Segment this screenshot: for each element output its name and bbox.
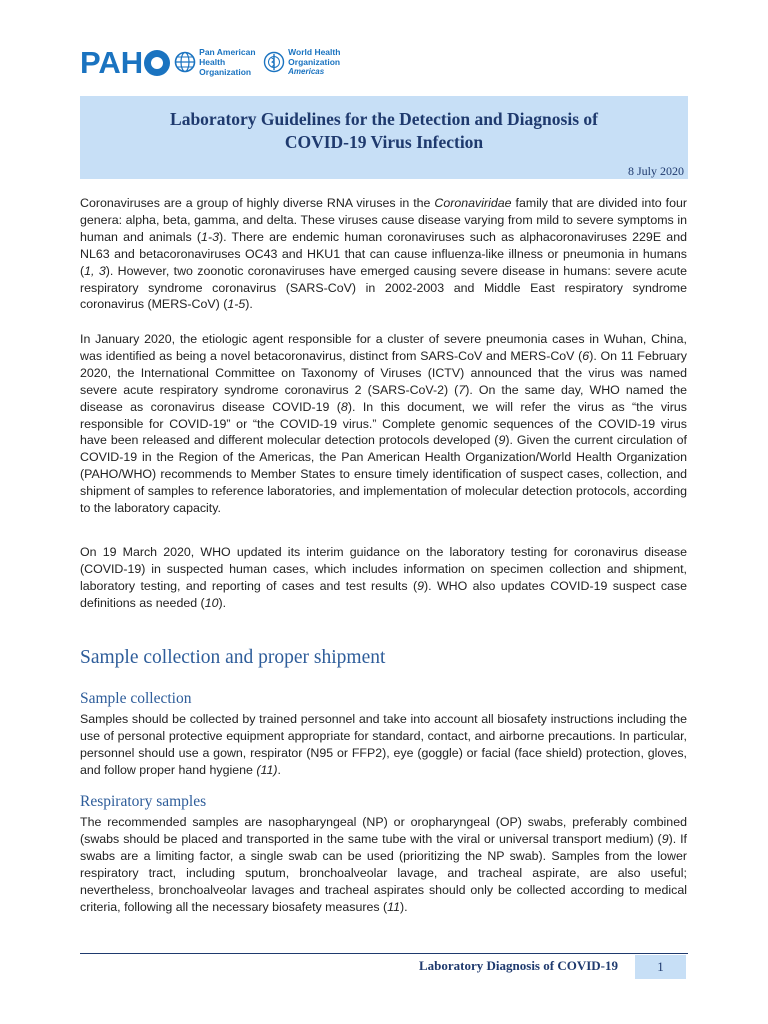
footer-rule bbox=[80, 953, 688, 954]
footer-title: Laboratory Diagnosis of COVID-19 bbox=[419, 958, 618, 973]
paho-globe-icon bbox=[174, 51, 196, 73]
paragraph-etiology: In January 2020, the etiologic agent responsible for a cluster of severe pneumonia cases in Wuhan, China, was identified as being a novel betacoronavirus, distinct from SARS-CoV and MERS-CoV (6). On 11 February 2020, the International Committee on Taxonomy of Viruses (ICTV) announced that the virus was named severe acute respiratory syndrome coronavirus 2 (SARS-CoV-2) (7). On the same day, WHO named the disease as coronavirus disease COVID-19 (8). In this document, we will refer the virus as “the virus responsible for COVID-19” or “the COVID-19 virus.” Complete genomic sequences of the COVID-19 virus have been released and different molecular detection protocols developed (9). Given the current circulation of COVID-19 in the Region of the Americas, the Pan American Health Organization/World Health Organization (PAHO/WHO) recommends to Member States to ensure timely identification of suspect cases, collection, and shipment of samples to reference laboratories, and implementation of molecular detection protocols, according to the laboratory capacity. bbox=[80, 332, 687, 516]
who-org-name: World Health Organization Americas bbox=[288, 47, 341, 76]
document-title: Laboratory Guidelines for the Detection and Diagnosis of COVID-19 Virus Infection bbox=[170, 109, 598, 152]
document-date: 8 July 2020 bbox=[627, 164, 684, 178]
date-bar bbox=[80, 161, 688, 180]
paragraph-intro: Coronaviruses are a group of highly diverse RNA viruses in the Coronaviridae family that are divided into four genera: alpha, beta, gamma, and delta. These viruses cause disease varying from mild to severe symptoms in human and animals (1-3). There are endemic human coronaviruses such as alphacoronaviruses 229E and NL63 and betacoronaviruses OC43 and HKU1 that can cause influenza-like illness or pneumonia in humans (1, 3). However, two zoonotic coronaviruses have emerged causing severe disease in humans: severe acute respiratory syndrome coronavirus (SARS-CoV) in 2002-2003 and Middle East respiratory syndrome coronavirus (MERS-CoV) (1-5). bbox=[80, 196, 687, 312]
paragraph-who-guidance: On 19 March 2020, WHO updated its interim guidance on the laboratory testing for coronavirus disease (COVID-19) in suspected human cases, which includes information on specimen collection and shipment, laboratory testing, and reporting of cases and test results (9). WHO also updates COVID-19 suspect case definitions as needed (10). bbox=[80, 545, 687, 610]
paragraph-respiratory-samples: The recommended samples are nasopharyngeal (NP) or oropharyngeal (OP) swabs, preferably combined (swabs should be placed and transported in the same tube with the viral or universal transport medium) (9). If swabs are a limiting factor, a single swab can be used (prioritizing the NP swab). Samples from the lower respiratory tract, including sputum, bronchoalveolar lavage, and tracheal aspirate, are also useful; nevertheless, bronchoalveolar lavages and tracheal aspirates should only be collected according to medical criteria, following all the necessary biosafety measures (11). bbox=[80, 815, 687, 914]
who-emblem-icon bbox=[263, 51, 285, 73]
paragraph-sample-collection: Samples should be collected by trained personnel and take into account all biosafety instructions including the use of personal protective equipment appropriate for standard, contact, and airborne precautions. In particular, personnel should use a gown, respirator (N95 or FFP2), eye (goggle) or facial (face shield) protection, gloves, and follow proper hand hygiene (11). bbox=[80, 712, 687, 777]
subheading-sample-collection: Sample collection bbox=[80, 690, 192, 707]
header-logos bbox=[80, 40, 360, 84]
paho-logo: PAH bbox=[80, 47, 170, 78]
section-heading-sample-collection-shipment: Sample collection and proper shipment bbox=[80, 647, 386, 668]
page-number-box bbox=[635, 955, 686, 979]
subheading-respiratory-samples: Respiratory samples bbox=[80, 793, 207, 810]
page-number: 1 bbox=[657, 959, 664, 974]
paho-org-name: Pan American Health Organization bbox=[199, 47, 256, 77]
